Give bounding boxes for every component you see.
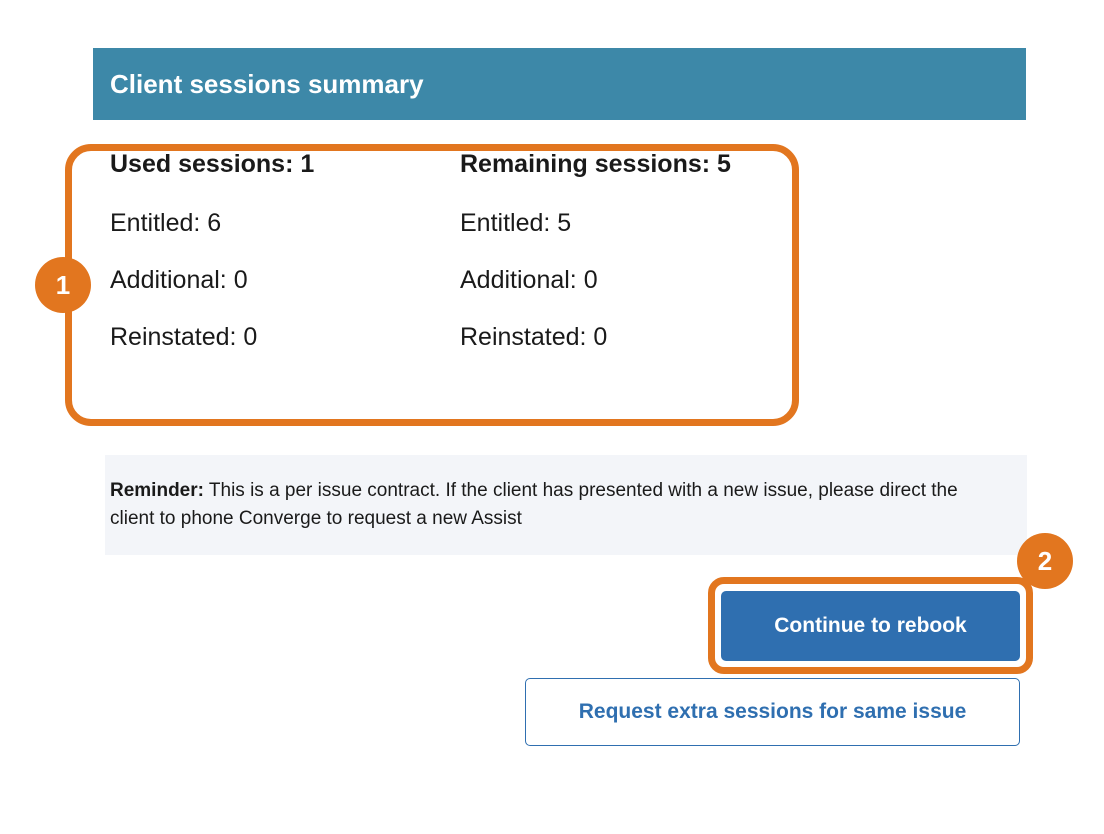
sessions-summary-body (93, 120, 1026, 361)
used-sessions-reinstated: Reinstated: 0 (110, 323, 258, 351)
remaining-sessions-entitled: Entitled: 5 (460, 209, 572, 237)
remaining-sessions-column (460, 150, 810, 351)
annotation-badge-2: 2 (1017, 533, 1073, 589)
remaining-sessions-additional: Additional: 0 (460, 266, 598, 294)
reminder-text: This is a per issue contract. If the client has presented with a new issue, please direct the client to phone Converge to request a new Assist (110, 480, 958, 529)
remaining-sessions-reinstated: Reinstated: 0 (460, 323, 608, 351)
continue-to-rebook-button[interactable]: Continue to rebook (721, 591, 1020, 661)
used-sessions-entitled: Entitled: 6 (110, 209, 222, 237)
client-sessions-card (93, 48, 1026, 361)
used-sessions-additional: Additional: 0 (110, 266, 248, 294)
used-sessions-column (110, 150, 460, 351)
reminder-label: Reminder: (110, 480, 204, 501)
request-extra-sessions-button[interactable]: Request extra sessions for same issue (525, 678, 1020, 746)
reminder-banner (105, 455, 1027, 555)
remaining-sessions-heading: Remaining sessions: 5 (460, 150, 731, 178)
card-header-title: Client sessions summary (93, 48, 1026, 120)
sessions-grid (110, 150, 1026, 351)
used-sessions-heading: Used sessions: 1 (110, 150, 315, 178)
annotation-badge-1: 1 (35, 257, 91, 313)
